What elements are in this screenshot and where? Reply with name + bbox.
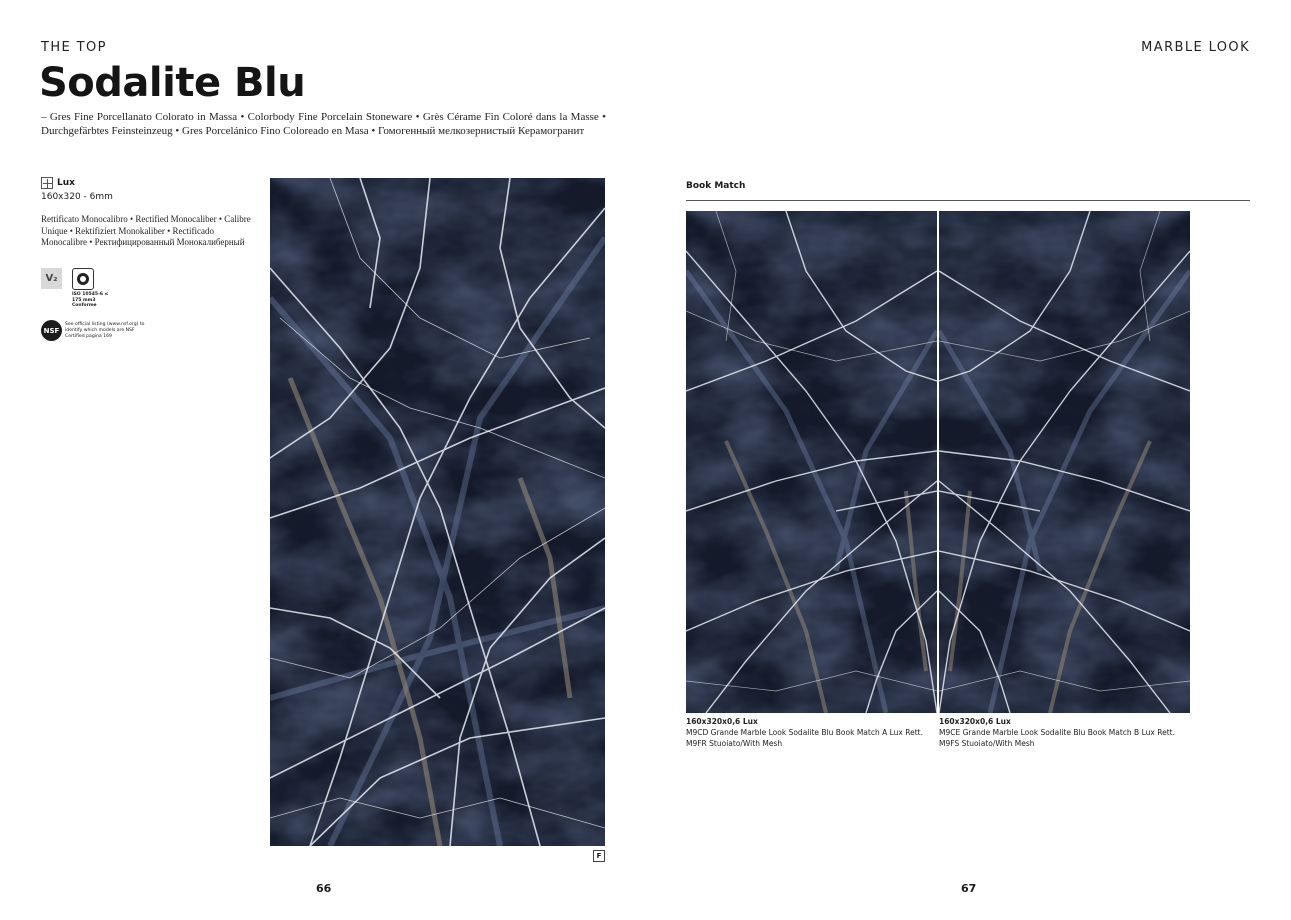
caption-book-match-a xyxy=(686,716,936,749)
iso-certification-icon xyxy=(72,268,94,290)
category-label: MARBLE LOOK xyxy=(1141,40,1250,55)
caption-book-match-b xyxy=(939,716,1189,749)
marble-slab-image xyxy=(270,178,605,846)
book-match-slab-b xyxy=(939,211,1190,713)
finish-row xyxy=(41,177,75,189)
lux-finish-icon xyxy=(41,177,53,189)
caption-product-line: M9CE Grande Marble Look Sodalite Blu Book Match B Lux Rett. xyxy=(939,728,1175,737)
page-number-right: 67 xyxy=(961,882,977,895)
book-match-heading: Book Match xyxy=(686,181,746,191)
section-divider xyxy=(686,200,1250,201)
iso-certification-text: ISO 10545-6 ≤ 175 mm3 Conforme xyxy=(72,292,109,308)
format-size: 160x320 - 6mm xyxy=(41,192,113,202)
caption-mesh-line: M9FS Stuoiato/With Mesh xyxy=(939,739,1035,748)
nsf-logo-icon: NSF xyxy=(41,320,62,341)
material-description: – Gres Fine Porcellanato Colorato in Massa • Colorbody Fine Porcelain Stoneware • Grès Cérame Fin Coloré dans la Masse • Durchgefärbtes Feinsteinzeug • Gres Porcelánico Fino Coloreado en Masa • Гомогенный мелкозернистый Керамогранит xyxy=(41,111,606,137)
face-mark-icon: F xyxy=(593,850,605,862)
shade-variation-icon: V₂ xyxy=(41,268,62,289)
calibre-description: Rettificato Monocalibro • Rectified Monocaliber • Calibre Unique • Rektifiziert Monokaliber • Rectificado Monocalibre • Ректифицированный Монокалиберный xyxy=(41,214,251,247)
caption-size: 160x320x0,6 Lux xyxy=(686,717,758,726)
caption-product-line: M9CD Grande Marble Look Sodalite Blu Book Match A Lux Rett. xyxy=(686,728,923,737)
caption-mesh-line: M9FR Stuoiato/With Mesh xyxy=(686,739,783,748)
caption-size: 160x320x0,6 Lux xyxy=(939,717,1011,726)
finish-label: Lux xyxy=(57,178,75,188)
book-match-slab-a xyxy=(686,211,937,713)
page-title: Sodalite Blu xyxy=(39,60,306,106)
collection-label: THE TOP xyxy=(41,40,107,55)
page-number-left: 66 xyxy=(316,882,332,895)
nsf-listing-text: See official listing (www.nsf.org) to identify which models are NSF Certified pagina 169 xyxy=(65,322,145,339)
